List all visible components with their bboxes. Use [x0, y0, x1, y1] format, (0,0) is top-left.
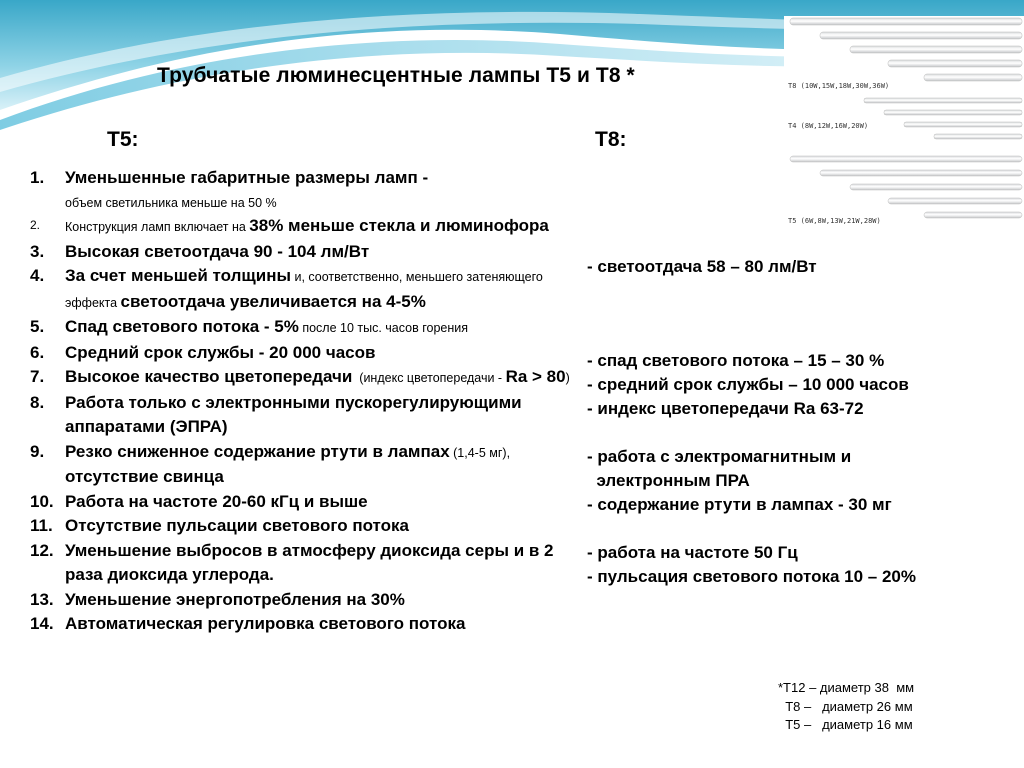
- t8-heading: T8:: [595, 128, 627, 151]
- footnote-t8: Т8 – диаметр 26 мм: [778, 698, 913, 714]
- t5-heading: T5:: [107, 128, 139, 151]
- list-item: 1. Уменьшенные габаритные размеры ламп - объем светильника меньше на 50 %: [30, 168, 429, 210]
- lamp-label-t4: T4 (8W,12W,16W,20W): [788, 122, 869, 130]
- t5-features-list: [30, 166, 590, 637]
- page-title: Трубчатые люминесцентные лампы Т5 и Т8 *: [157, 64, 635, 87]
- list-item: 2. Конструкция ламп включает на 38% меньше стекла и люминофора: [30, 216, 549, 235]
- footnote-t12: *Т12 – диаметр 38 мм: [778, 680, 915, 695]
- list-item: 5. Спад светового потока - 5% после 10 тыс. часов горения: [30, 317, 469, 336]
- t8-frequency: - работа на частоте 50 Гц: [587, 543, 798, 562]
- list-item: 7. Высокое качество цветопередачи (индекс цветопередачи - Ra > 80): [30, 367, 570, 386]
- t8-mercury: - содержание ртути в лампах - 30 мг: [587, 495, 892, 514]
- t8-ballast-line1: - работа с электромагнитным и: [587, 447, 852, 466]
- diameter-footnote: [778, 679, 914, 735]
- t8-color-rendering: - индекс цветопередачи Ra 63-72: [587, 399, 864, 418]
- footnote-t5: Т5 – диаметр 16 мм: [778, 717, 913, 732]
- t8-flicker: - пульсация светового потока 10 – 20%: [587, 567, 917, 586]
- list-item: 14. Автоматическая регулировка светового потока: [30, 614, 466, 633]
- list-item: 10. Работа на частоте 20-60 кГц и выше: [30, 491, 368, 511]
- list-item: 8. Работа только с электронными пускорегулирующими аппаратами (ЭПРА): [30, 392, 522, 436]
- list-item: 4. За счет меньшей толщины и, соответственно, меньшего затеняющего эффекта светоотдача увеличивается на 4-5%: [30, 266, 543, 311]
- list-item: 3. Высокая светоотдача 90 - 104 лм/Вт: [30, 241, 370, 261]
- t8-ballast-line2: электронным ПРА: [587, 471, 750, 490]
- list-item: 9. Резко сниженное содержание ртути в лампах (1,4-5 мг), отсутствие свинца: [30, 441, 511, 486]
- lamp-label-t8: T8 (10W,15W,18W,30W,36W): [788, 82, 890, 90]
- list-item: 6. Средний срок службы - 20 000 часов: [30, 342, 376, 362]
- t8-service-life: - средний срок службы – 10 000 часов: [587, 375, 909, 394]
- t8-light-output: - светоотдача 58 – 80 лм/Вт: [587, 257, 817, 276]
- list-item: 11. Отсутствие пульсации светового потока: [30, 516, 409, 535]
- lamp-label-t5: T5 (6W,8W,13W,21W,28W): [788, 217, 881, 225]
- t8-flux-decay: - спад светового потока – 15 – 30 %: [587, 351, 885, 370]
- list-item: 12. Уменьшение выбросов в атмосферу диоксида серы и в 2 раза диоксида углерода.: [30, 540, 554, 584]
- lamps-image: [784, 16, 1024, 252]
- list-item: 13. Уменьшение энергопотребления на 30%: [30, 589, 405, 609]
